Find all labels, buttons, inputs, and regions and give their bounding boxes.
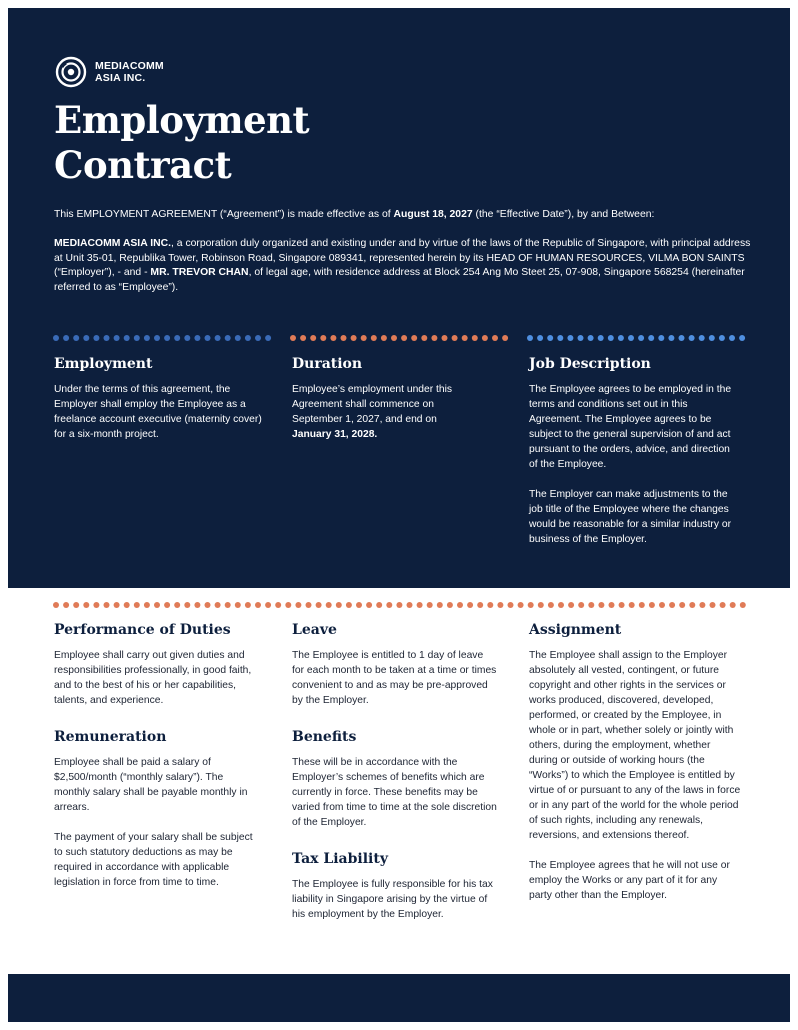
intro-text-after: (the “Effective Date”), by and Between:: [472, 209, 655, 220]
benefits-body: These will be in accordance with the Employer’s schemes of benefits which are currently in force. These benefits may be varied from time to time at the sole discretion of the Employer.: [292, 757, 497, 828]
divider-dot: [316, 602, 322, 608]
divider-dot: [669, 602, 675, 608]
divider-dot: [518, 602, 524, 608]
divider-dot: [730, 602, 736, 608]
dot-divider-blue-dark: [52, 333, 274, 343]
divider-dot: [300, 335, 306, 341]
assignment-heading: Assignment: [529, 622, 622, 638]
divider-dot: [709, 335, 715, 341]
divider-dot: [396, 602, 402, 608]
leave-heading: Leave: [292, 622, 337, 638]
divider-dot: [275, 602, 281, 608]
divider-dot: [567, 335, 573, 341]
disc-logo-icon: [55, 56, 87, 88]
divider-dot: [729, 335, 735, 341]
divider-dot: [689, 602, 695, 608]
divider-dot: [144, 335, 150, 341]
tax-body: The Employee is fully responsible for his tax liability in Singapore arising by the virtue of his employment by the Employer.: [292, 879, 493, 920]
divider-dot: [265, 335, 271, 341]
divider-dot: [477, 602, 483, 608]
divider-dot: [154, 602, 160, 608]
divider-dot: [487, 602, 493, 608]
divider-dot: [740, 602, 746, 608]
assignment-section: [529, 621, 741, 903]
divider-dot: [174, 335, 180, 341]
divider-dot: [472, 335, 478, 341]
tax-heading: Tax Liability: [292, 851, 388, 867]
divider-dot: [320, 335, 326, 341]
divider-dot: [63, 335, 69, 341]
leave-section: [292, 621, 498, 708]
remuneration-body2: The payment of your salary shall be subject to such statutory deductions as may be required in accordance with applicable legislation in force from time to time.: [54, 832, 253, 888]
divider-dot: [417, 602, 423, 608]
divider-dot: [427, 602, 433, 608]
divider-dot: [548, 602, 554, 608]
divider-dot: [739, 335, 745, 341]
divider-dot: [205, 335, 211, 341]
divider-dot: [528, 602, 534, 608]
brand-name: [95, 60, 164, 84]
divider-dot: [53, 335, 59, 341]
divider-dot: [366, 602, 372, 608]
performance-section: [54, 621, 260, 708]
footer-bar: [8, 974, 790, 1022]
employee-details: , of legal age, with residence address at Block 254 Ang Mo Steet 25, 07-908, Singapore 568254 (hereinafter referred to as “Employee”).: [54, 267, 745, 293]
divider-dot: [609, 602, 615, 608]
divider-dot: [114, 335, 120, 341]
divider-dot: [164, 602, 170, 608]
divider-dot: [492, 335, 498, 341]
divider-dot: [124, 335, 130, 341]
divider-dot: [306, 602, 312, 608]
divider-dot: [371, 335, 377, 341]
divider-dot: [194, 335, 200, 341]
divider-dot: [53, 602, 59, 608]
divider-dot: [215, 602, 221, 608]
divider-dot: [598, 335, 604, 341]
employment-body: Under the terms of this agreement, the Employer shall employ the Employee as a freelance account executive (maternity cover) for a six-month project.: [54, 384, 262, 440]
divider-dot: [114, 602, 120, 608]
divider-dot: [699, 335, 705, 341]
divider-dot: [588, 602, 594, 608]
employment-section: [54, 355, 270, 442]
divider-dot: [194, 602, 200, 608]
divider-dot: [442, 335, 448, 341]
divider-dot: [608, 335, 614, 341]
divider-dot: [73, 602, 79, 608]
divider-dot: [144, 602, 150, 608]
brand-logo: [55, 56, 164, 88]
divider-dot: [689, 335, 695, 341]
duration-text: Employee’s employment under this Agreement shall commence on September 1, 2027, and end on: [292, 384, 453, 425]
duration-heading: Duration: [292, 356, 363, 372]
divider-dot: [290, 335, 296, 341]
divider-dot: [184, 335, 190, 341]
performance-heading: Performance of Duties: [54, 622, 231, 638]
divider-dot: [482, 335, 488, 341]
divider-dot: [452, 335, 458, 341]
divider-dot: [381, 335, 387, 341]
divider-dot: [537, 335, 543, 341]
divider-dot: [401, 335, 407, 341]
divider-dot: [639, 602, 645, 608]
dot-divider-blue-light: [526, 333, 748, 343]
divider-dot: [104, 335, 110, 341]
divider-dot: [679, 335, 685, 341]
effective-date: August 18, 2027: [393, 209, 473, 220]
divider-dot: [502, 335, 508, 341]
employer-name: MEDIACOMM ASIA INC.: [54, 238, 171, 249]
job-description-body1: The Employee agrees to be employed in the terms and conditions set out in this Agreement. The Employee agrees to be subject to the general supervision of and act pursuant to the orders, advice, and direction of the Employee.: [529, 384, 732, 470]
remuneration-heading: Remuneration: [54, 729, 167, 745]
divider-dot: [508, 602, 514, 608]
divider-dot: [629, 602, 635, 608]
divider-dot: [73, 335, 79, 341]
left-column: [54, 621, 260, 910]
divider-dot: [619, 602, 625, 608]
job-description-section: [529, 355, 737, 547]
duration-body: [292, 382, 472, 442]
brand-name-line1: MEDIACOMM: [95, 60, 164, 72]
divider-dot: [648, 335, 654, 341]
divider-dot: [346, 602, 352, 608]
assignment-body2: The Employee agrees that he will not use or employ the Works or any part of it for any party other than the Employer.: [529, 860, 730, 901]
brand-name-line2: ASIA INC.: [95, 72, 146, 84]
right-column: [529, 621, 741, 923]
divider-dot: [719, 335, 725, 341]
title-line1: Employment: [54, 98, 310, 142]
divider-dot: [93, 335, 99, 341]
divider-dot: [356, 602, 362, 608]
divider-dot: [462, 335, 468, 341]
divider-dot: [386, 602, 392, 608]
divider-dot: [124, 602, 130, 608]
divider-dot: [164, 335, 170, 341]
divider-dot: [558, 602, 564, 608]
divider-dot: [578, 602, 584, 608]
divider-dot: [407, 602, 413, 608]
divider-dot: [351, 335, 357, 341]
divider-dot: [568, 602, 574, 608]
divider-dot: [497, 602, 503, 608]
divider-dot: [265, 602, 271, 608]
benefits-heading: Benefits: [292, 729, 357, 745]
remuneration-body1: Employee shall be paid a salary of $2,500/month (“monthly salary”). The monthly salary shall be payable monthly in arrears.: [54, 757, 248, 813]
assignment-body1: The Employee shall assign to the Employer absolutely all vested, contingent, or future copyright and other rights in the services or works produced, discovered, developed, performed, or created by the Employee, in whole or in part, whether solely or jointly with others, during the employment, whether during or outside of working hours (the “Works”) to which the Employee is entitled by virtue of or pursuant to any of the laws in force or in any part of the world for the whole period of such rights, including any renewals, reversions, and extensions thereof.: [529, 650, 741, 841]
dot-divider-svg: [526, 333, 748, 343]
divider-dot: [457, 602, 463, 608]
dot-divider-orange-wide: [52, 600, 748, 610]
divider-dot: [699, 602, 705, 608]
divider-dot: [255, 335, 261, 341]
divider-dot: [668, 335, 674, 341]
divider-dot: [184, 602, 190, 608]
divider-dot: [659, 602, 665, 608]
divider-dot: [285, 602, 291, 608]
parties-paragraph: [54, 237, 754, 295]
divider-dot: [557, 335, 563, 341]
divider-dot: [336, 602, 342, 608]
middle-column: [292, 621, 498, 942]
employer-details: , a corporation duly organized and existing under and by virtue of the laws of the Republic of Singapore, with principal address at Unit 35-01, Republika Tower, Robinson Road, Singapore 089341, represented herein by its HEAD OF HUMAN RESOURCES, VILMA BON SAINTS (“Employer”), - and -: [54, 238, 751, 278]
divider-dot: [618, 335, 624, 341]
divider-dot: [205, 602, 211, 608]
divider-dot: [467, 602, 473, 608]
job-description-body2: The Employer can make adjustments to the job title of the Employee where the changes would be reasonable for a similar industry or business of the Employer.: [529, 489, 732, 545]
employee-name: MR. TREVOR CHAN: [150, 267, 249, 278]
divider-dot: [527, 335, 533, 341]
duration-end-date: January 31, 2028.: [292, 429, 378, 440]
divider-dot: [598, 602, 604, 608]
divider-dot: [578, 335, 584, 341]
divider-dot: [547, 335, 553, 341]
divider-dot: [93, 602, 99, 608]
remuneration-section: [54, 728, 260, 890]
divider-dot: [154, 335, 160, 341]
divider-dot: [447, 602, 453, 608]
divider-dot: [63, 602, 69, 608]
divider-dot: [225, 602, 231, 608]
page-title: [54, 98, 374, 188]
performance-body: Employee shall carry out given duties and responsibilities professionally, in good faith, and to the best of his or her capabilities, talents, and experience.: [54, 650, 252, 706]
divider-dot: [720, 602, 726, 608]
divider-dot: [104, 602, 110, 608]
intro-text-before: This EMPLOYMENT AGREEMENT (“Agreement”) is made effective as of: [54, 209, 394, 220]
divider-dot: [174, 602, 180, 608]
divider-dot: [235, 602, 241, 608]
dot-divider-svg: [52, 600, 748, 610]
job-description-heading: Job Description: [529, 356, 651, 372]
divider-dot: [710, 602, 716, 608]
contract-page: [8, 8, 790, 1022]
dot-divider-orange: [289, 333, 511, 343]
benefits-section: [292, 728, 498, 830]
divider-dot: [83, 602, 89, 608]
divider-dot: [83, 335, 89, 341]
divider-dot: [225, 335, 231, 341]
divider-dot: [134, 602, 140, 608]
duration-section: [292, 355, 472, 442]
dot-divider-svg: [289, 333, 511, 343]
divider-dot: [628, 335, 634, 341]
divider-dot: [134, 335, 140, 341]
divider-dot: [330, 335, 336, 341]
divider-dot: [431, 335, 437, 341]
divider-dot: [245, 335, 251, 341]
leave-body: The Employee is entitled to 1 day of leave for each month to be taken at a time or times convenient to and as may be pre-approved by the Employer.: [292, 650, 497, 706]
divider-dot: [361, 335, 367, 341]
divider-dot: [437, 602, 443, 608]
divider-dot: [215, 335, 221, 341]
header-panel: [8, 8, 790, 588]
divider-dot: [235, 335, 241, 341]
divider-dot: [411, 335, 417, 341]
divider-dot: [588, 335, 594, 341]
divider-dot: [376, 602, 382, 608]
divider-dot: [421, 335, 427, 341]
divider-dot: [255, 602, 261, 608]
dot-divider-svg: [52, 333, 274, 343]
intro-paragraph: [54, 208, 754, 222]
divider-dot: [679, 602, 685, 608]
divider-dot: [245, 602, 251, 608]
divider-dot: [326, 602, 332, 608]
divider-dot: [538, 602, 544, 608]
divider-dot: [341, 335, 347, 341]
tax-section: [292, 850, 498, 922]
title-line2: Contract: [54, 143, 232, 187]
divider-dot: [649, 602, 655, 608]
divider-dot: [658, 335, 664, 341]
employment-heading: Employment: [54, 356, 153, 372]
divider-dot: [295, 602, 301, 608]
divider-dot: [391, 335, 397, 341]
divider-dot: [638, 335, 644, 341]
divider-dot: [310, 335, 316, 341]
